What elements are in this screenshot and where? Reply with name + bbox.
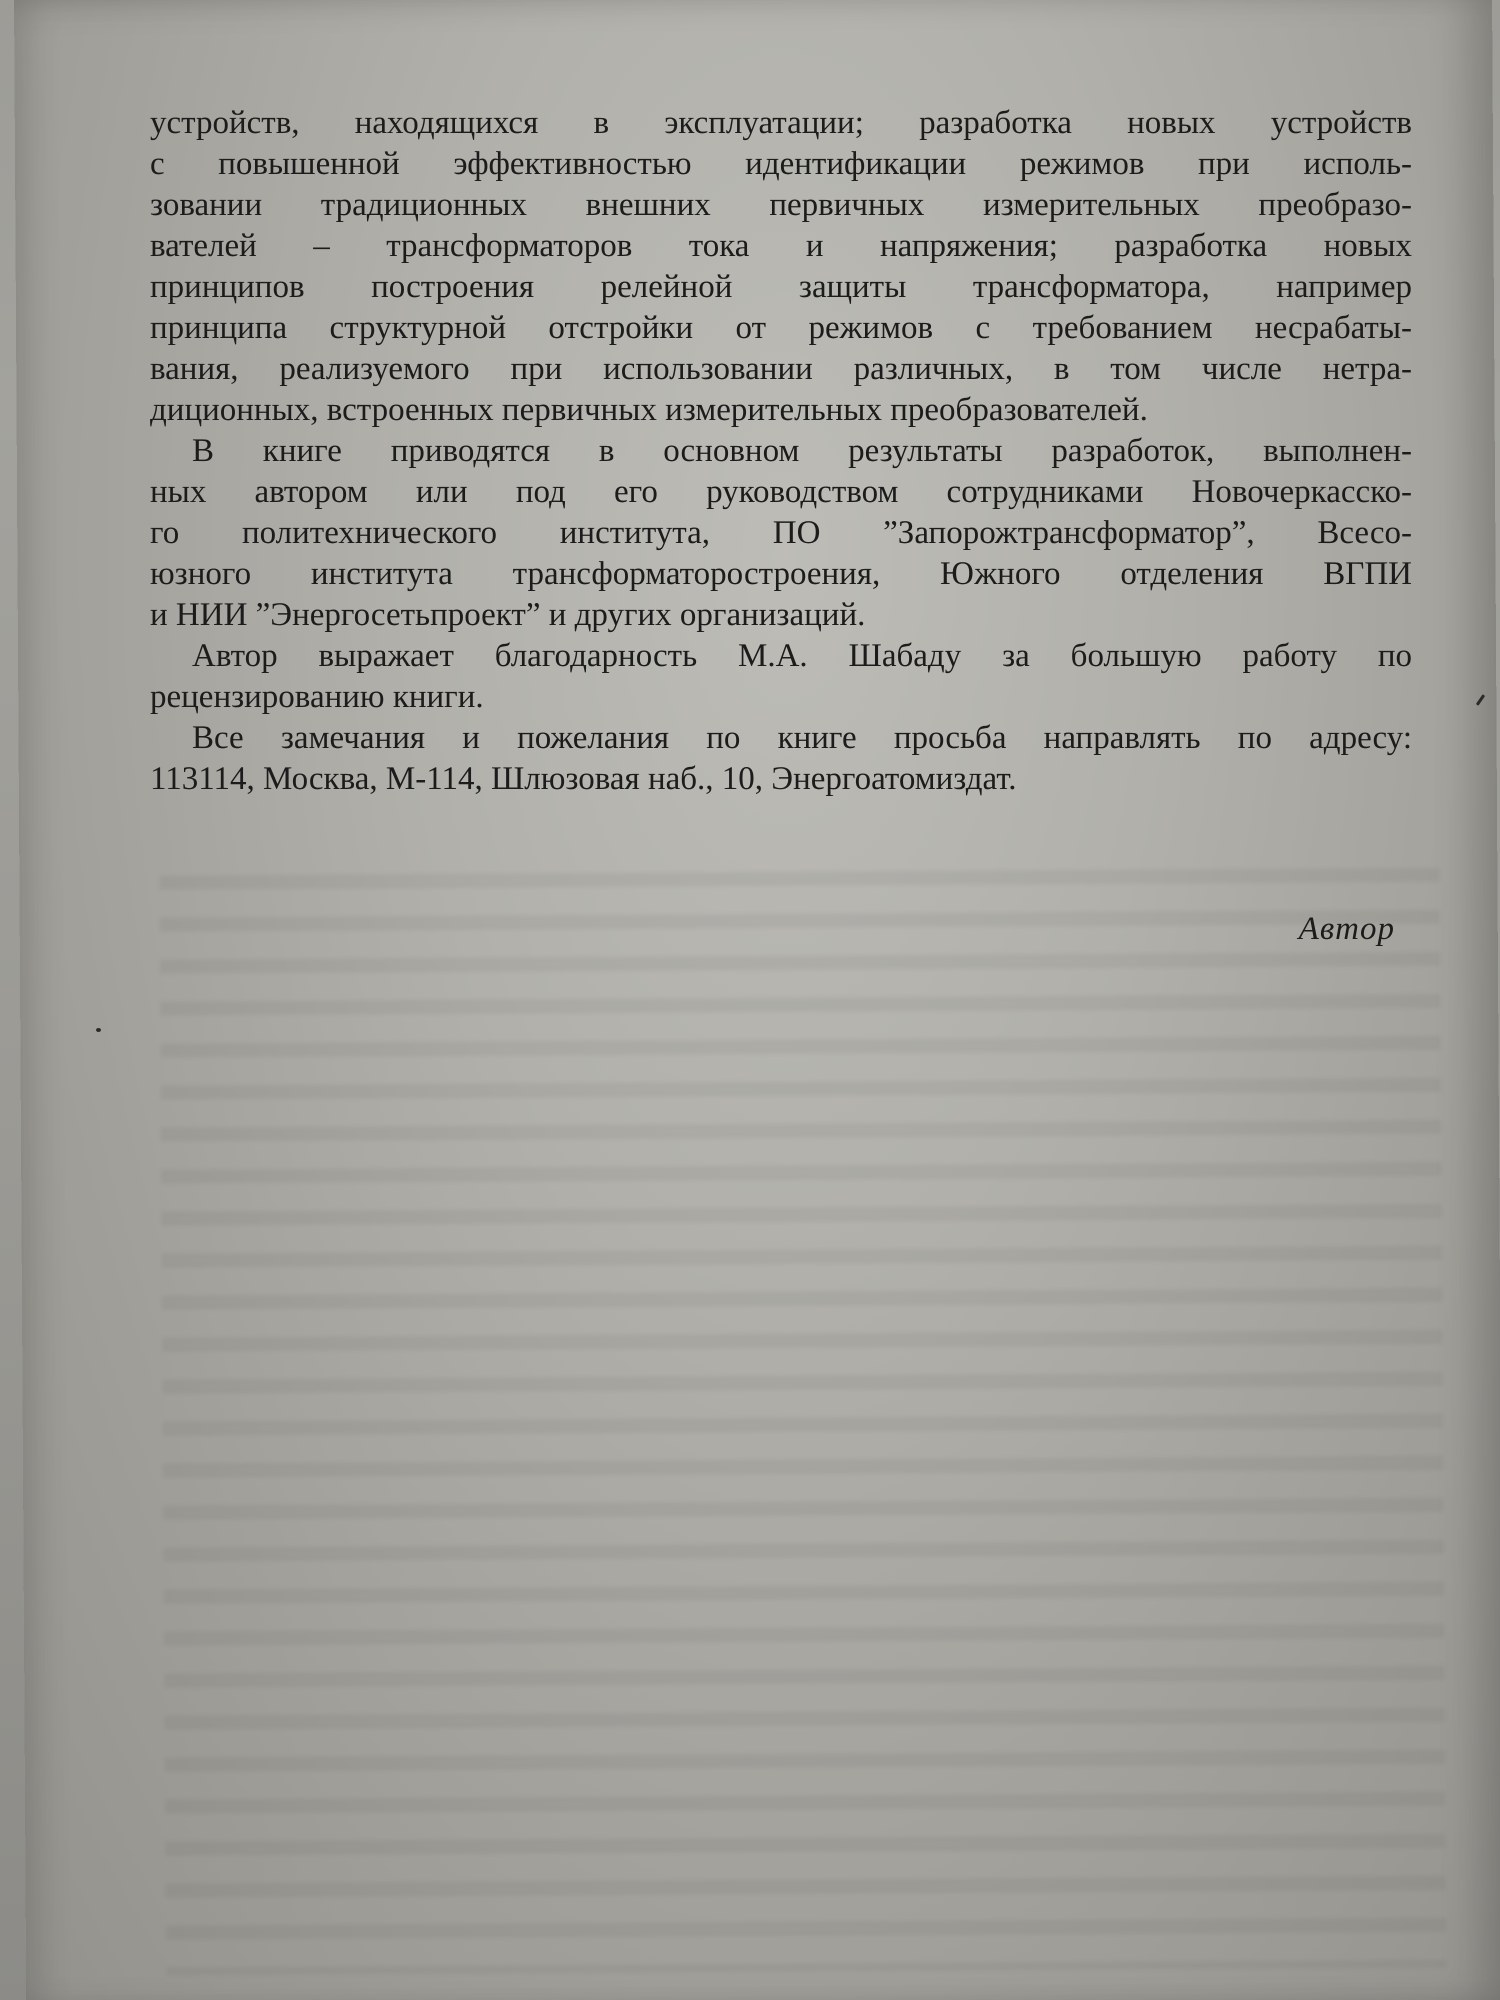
text-line: устройств, находящихся в эксплуатации; разработка новых устройств <box>150 105 1412 141</box>
text-line: юзного института трансформаторостроения, Южного отделения ВГПИ <box>150 556 1412 592</box>
text-line: диционных, встроенных первичных измерительных преобразователей. <box>150 392 1148 428</box>
text-line: принципов построения релейной защиты трансформатора, например <box>150 269 1412 305</box>
body-text <box>150 103 1412 800</box>
text-line: рецензированию книги. <box>150 679 484 715</box>
text-line: и НИИ ”Энергосетьпроект” и других организаций. <box>150 597 866 633</box>
text-line: принципа структурной отстройки от режимов с требованием несрабаты- <box>150 310 1412 346</box>
text-line: 113114, Москва, М-114, Шлюзовая наб., 10, Энергоатомиздат. <box>150 761 1017 797</box>
text-line: го политехнического института, ПО ”Запорожтрансформатор”, Всесо- <box>150 515 1412 551</box>
show-through-text <box>159 868 1446 1976</box>
text-line: вания, реализуемого при использовании различных, в том числе нетра- <box>150 351 1412 387</box>
text-line: с повышенной эффективностью идентификации режимов при исполь- <box>150 146 1412 182</box>
text-line: зовании традиционных внешних первичных измерительных преобразо- <box>150 187 1412 223</box>
dust-speck <box>96 1028 101 1032</box>
text-line: Все замечания и пожелания по книге просьба направлять по адресу: <box>192 720 1412 756</box>
text-line: В книге приводятся в основном результаты разработок, выполнен- <box>192 433 1412 469</box>
text-line: вателей – трансформаторов тока и напряжения; разработка новых <box>150 228 1412 264</box>
text-line: Автор выражает благодарность М.А. Шабаду за большую работу по <box>192 638 1412 674</box>
text-line: ных автором или под его руководством сотрудниками Новочеркасско- <box>150 474 1412 510</box>
author-signature: Автор <box>1298 911 1395 947</box>
